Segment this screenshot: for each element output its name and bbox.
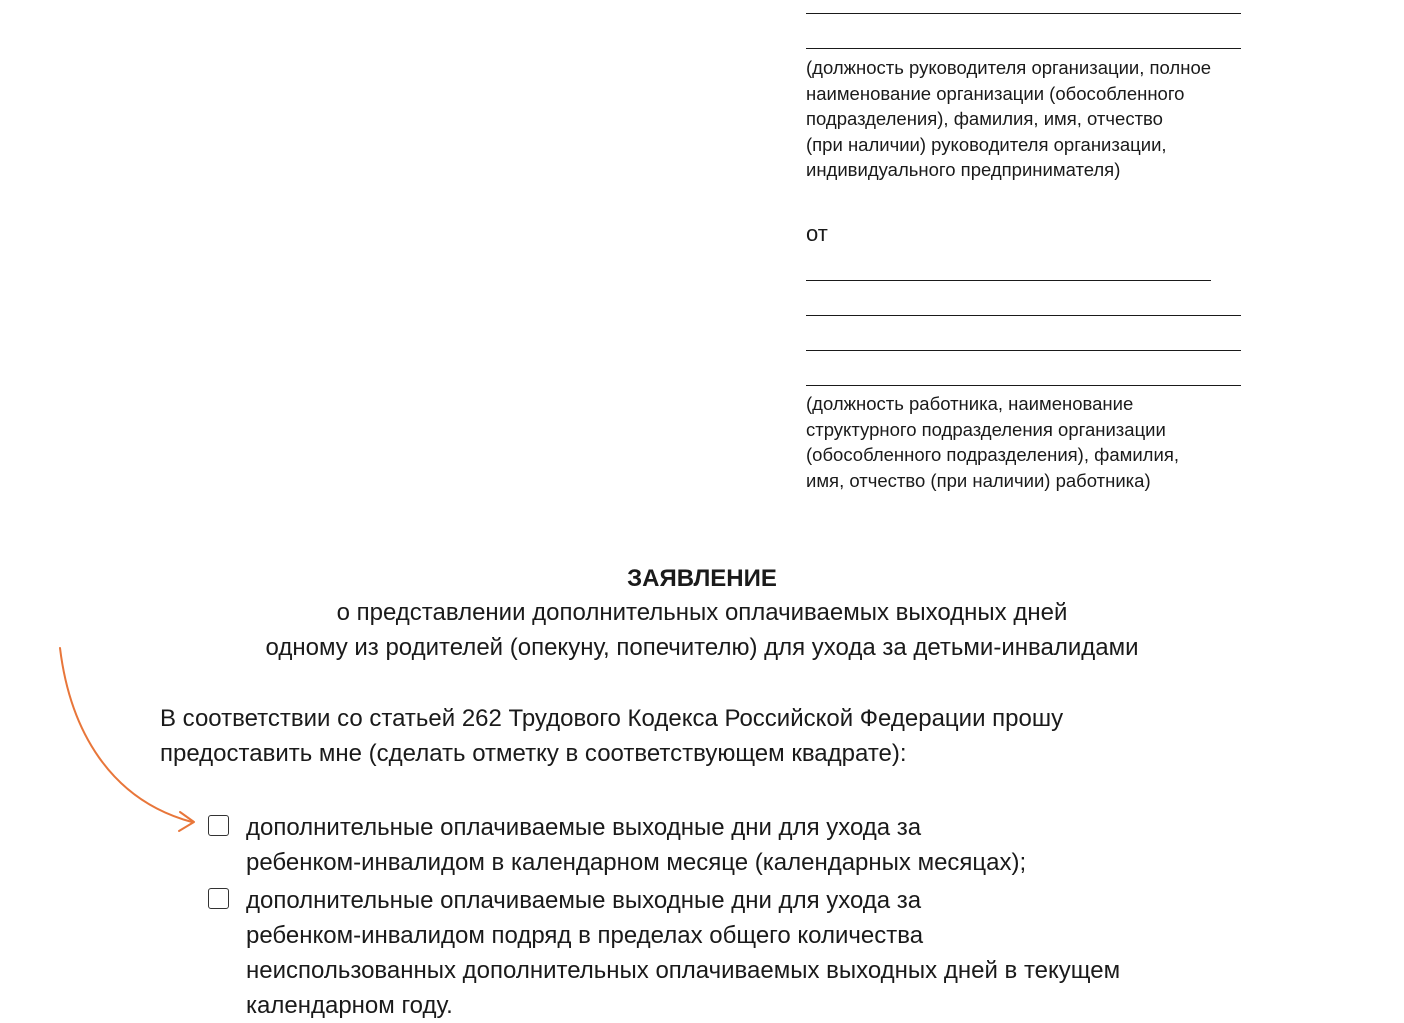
employer-signature-line-1[interactable] <box>806 13 1241 14</box>
option-2-checkbox[interactable] <box>208 888 229 909</box>
employer-caption-line: подразделения), фамилия, имя, отчество <box>806 108 1163 129</box>
employee-caption <box>806 391 1256 493</box>
employee-caption-line: (должность работника, наименование <box>806 393 1134 414</box>
document-title: ЗАЯВЛЕНИЕ <box>627 565 777 592</box>
employee-caption-line: имя, отчество (при наличии) работника) <box>806 469 1151 491</box>
employer-caption-line: индивидуального предпринимателя) <box>806 159 1121 180</box>
from-label: от <box>806 221 828 246</box>
option-line: ребенком-инвалидом подряд в пределах общего количества <box>246 922 924 949</box>
employer-signature-line-2[interactable] <box>806 48 1241 49</box>
option-line: дополнительные оплачиваемые выходные дни для ухода за <box>246 887 922 914</box>
option-2-text <box>246 883 1120 1023</box>
intro-line: предоставить мне (сделать отметку в соответствующем квадрате): <box>160 740 907 767</box>
document-subtitle-line-2: одному из родителей (опекуну, попечителю) для ухода за детьми-инвалидами <box>265 634 1139 661</box>
employer-caption-line: (при наличии) руководителя организации, <box>806 133 1167 155</box>
employee-signature-line-4[interactable] <box>806 385 1241 386</box>
document-subtitle-line-1: о представлении дополнительных оплачиваемых выходных дней <box>336 599 1068 626</box>
option-1-checkbox[interactable] <box>208 815 229 836</box>
option-line: ребенком-инвалидом в календарном месяце (календарных месяцах); <box>246 849 1027 876</box>
option-line: неиспользованных дополнительных оплачиваемых выходных дней в текущем <box>246 957 1121 984</box>
employee-signature-line-2[interactable] <box>806 315 1241 316</box>
employee-caption-line: структурного подразделения организации <box>806 418 1166 440</box>
employer-caption <box>806 55 1256 183</box>
intro-line: В соответствии со статьей 262 Трудового Кодекса Российской Федерации прошу <box>160 705 1064 732</box>
option-line: дополнительные оплачиваемые выходные дни для ухода за <box>246 814 922 841</box>
option-1-text <box>246 810 1026 880</box>
annotation-arrow-icon <box>0 0 260 860</box>
employee-signature-line-3[interactable] <box>806 350 1241 351</box>
option-line: календарном году. <box>246 992 453 1019</box>
intro-paragraph <box>160 701 1063 771</box>
employee-signature-line-1[interactable] <box>806 280 1211 281</box>
employee-caption-line: (обособленного подразделения), фамилия, <box>806 444 1179 465</box>
employer-caption-line: (должность руководителя организации, полное <box>806 57 1212 78</box>
employer-caption-line: наименование организации (обособленного <box>806 82 1185 104</box>
